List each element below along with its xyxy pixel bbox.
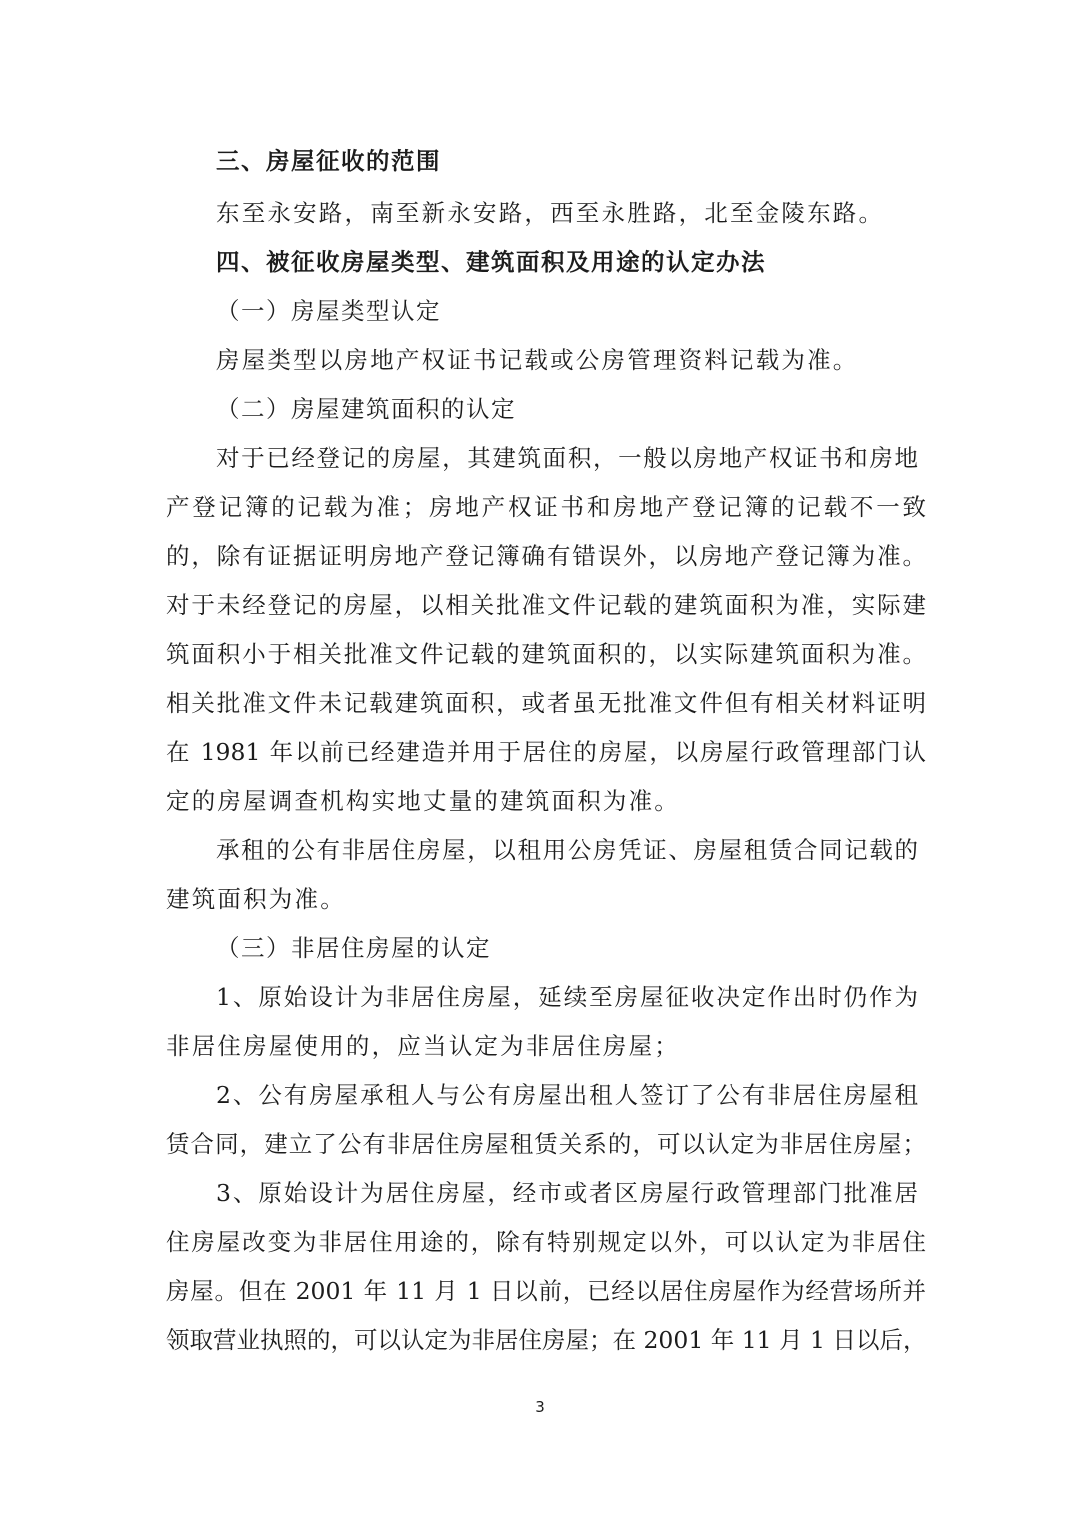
paragraph-line: 的，除有证据证明房地产登记簿确有错误外，以房地产登记簿为准。 [166, 542, 926, 570]
list-item-line: 非居住房屋使用的，应当认定为非居住房屋； [166, 1032, 680, 1060]
paragraph-line: 产登记簿的记载为准；房地产权证书和房地产登记簿的记载不一致 [166, 493, 926, 521]
paragraph-line: 筑面积小于相关批准文件记载的建筑面积的，以实际建筑面积为准。 [166, 640, 926, 668]
section-4-heading: 四、被征收房屋类型、建筑面积及用途的认定办法 [216, 248, 766, 276]
subsection-1-text: 房屋类型以房地产权证书记载或公房管理资料记载为准。 [216, 346, 859, 374]
page-number: 3 [535, 1398, 545, 1416]
list-item-line: 1、原始设计为非居住房屋，延续至房屋征收决定作出时仍作为 [216, 983, 918, 1011]
subsection-2-heading: （二）房屋建筑面积的认定 [216, 395, 516, 423]
list-item-line: 领取营业执照的，可以认定为非居住房屋；在 2001 年 11 月 1 日以后， [166, 1326, 927, 1354]
list-item-line: 房屋。但在 2001 年 11 月 1 日以前，已经以居住房屋作为经营场所并 [166, 1277, 926, 1305]
paragraph-line: 在 1981 年以前已经建造并用于居住的房屋，以房屋行政管理部门认 [166, 738, 926, 766]
section-3-text: 东至永安路，南至新永安路，西至永胜路，北至金陵东路。 [216, 199, 885, 227]
subsection-3-heading: （三）非居住房屋的认定 [216, 934, 491, 962]
paragraph-line: 定的房屋调查机构实地丈量的建筑面积为准。 [166, 787, 680, 815]
paragraph-line: 对于未经登记的房屋，以相关批准文件记载的建筑面积为准，实际建 [166, 591, 926, 619]
subsection-1-heading: （一）房屋类型认定 [216, 297, 441, 325]
paragraph-line: 承租的公有非居住房屋，以租用公房凭证、房屋租赁合同记载的 [216, 836, 918, 864]
section-3-heading: 三、房屋征收的范围 [216, 147, 441, 175]
list-item-line: 3、原始设计为居住房屋，经市或者区房屋行政管理部门批准居 [216, 1179, 918, 1207]
list-item-line: 赁合同，建立了公有非居住房屋租赁关系的，可以认定为非居住房屋； [166, 1130, 926, 1158]
list-item-line: 住房屋改变为非居住用途的，除有特别规定以外，可以认定为非居住 [166, 1228, 926, 1256]
paragraph-line: 相关批准文件未记载建筑面积，或者虽无批准文件但有相关材料证明 [166, 689, 926, 717]
paragraph-line: 建筑面积为准。 [166, 885, 346, 913]
list-item-line: 2、公有房屋承租人与公有房屋出租人签订了公有非居住房屋租 [216, 1081, 918, 1109]
paragraph-line: 对于已经登记的房屋，其建筑面积，一般以房地产权证书和房地 [216, 444, 918, 472]
